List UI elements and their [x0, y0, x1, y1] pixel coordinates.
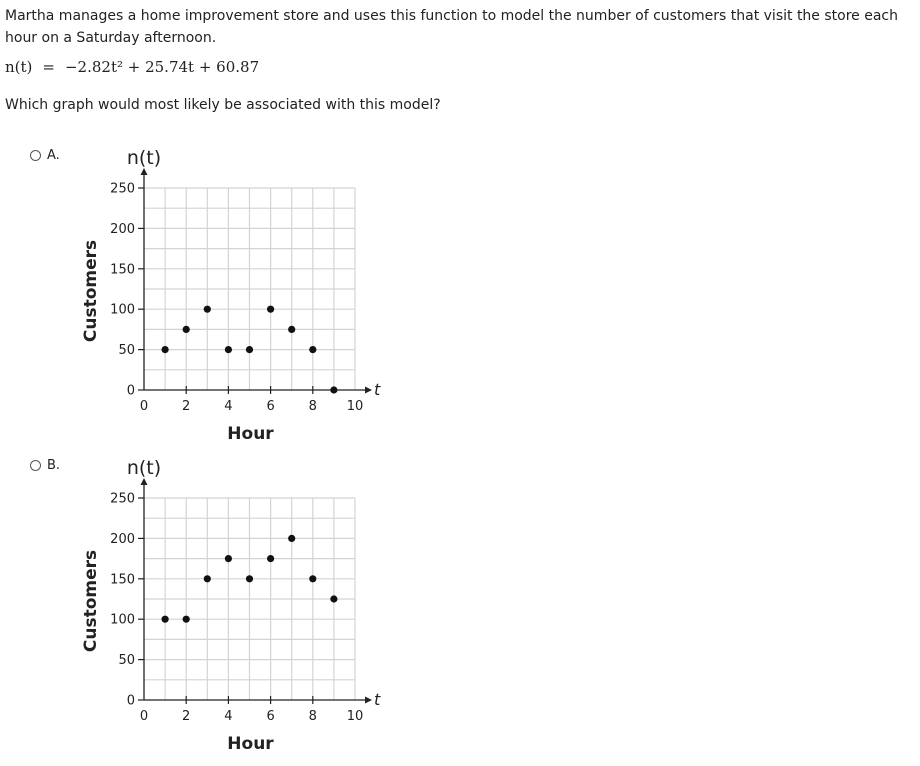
chart1-title: n(t) — [126, 457, 162, 479]
chart1-y-tick-label: 0 — [126, 693, 135, 709]
chart0-y-axis-arrow-icon — [141, 168, 148, 175]
chart1-data-point — [288, 535, 295, 542]
chart0-x-tick-label: 8 — [308, 399, 317, 414]
model-formula — [5, 58, 259, 76]
graph-a — [0, 140, 400, 449]
chart1-y-tick-label: 250 — [110, 491, 135, 507]
chart0-data-point — [330, 386, 337, 393]
chart0-y-tick-label: 50 — [118, 343, 135, 359]
chart1-data-point — [225, 555, 232, 562]
graph-b-svg — [0, 450, 400, 755]
question-prompt: Which graph would most likely be associated with this model? — [5, 97, 441, 113]
chart1-x-axis-label: Hour — [227, 734, 274, 754]
chart1-x-tick-label: 0 — [139, 709, 149, 724]
chart0-x-axis-arrow-icon — [365, 387, 372, 394]
chart0-y-axis-label: Customers — [81, 239, 101, 343]
chart1-x-tick-label: 2 — [182, 709, 191, 724]
chart0-y-tick-label: 150 — [110, 262, 135, 278]
chart0-data-point — [204, 306, 211, 313]
chart0-y-tick-label: 200 — [110, 221, 135, 237]
chart0-x-tick-label: 10 — [346, 399, 364, 414]
chart0-data-point — [309, 346, 316, 353]
chart1-y-tick-label: 50 — [118, 653, 135, 669]
chart1-y-tick-label: 200 — [110, 531, 135, 547]
question-text: Martha manages a home improvement store and uses this function to model the number of customers that visit the store each hour on a Saturday afternoon. — [5, 8, 898, 46]
chart1-data-point — [309, 575, 316, 582]
chart1-y-tick-label: 150 — [110, 572, 135, 588]
option-a-label: A. — [47, 148, 60, 163]
chart1-data-point — [267, 555, 274, 562]
chart0-x-tick-label: 2 — [182, 399, 191, 414]
chart0-data-point — [162, 346, 169, 353]
chart0-data-point — [288, 326, 295, 333]
chart0-data-point — [183, 326, 190, 333]
chart0-y-tick-label: 250 — [110, 181, 135, 197]
chart0-data-point — [246, 346, 253, 353]
formula-lhs: n(t) — [5, 58, 33, 76]
chart1-data-point — [330, 595, 337, 602]
graph-b — [0, 450, 400, 759]
chart1-data-point — [204, 575, 211, 582]
chart0-x-axis-label: Hour — [227, 424, 274, 444]
chart1-x-tick-label: 6 — [266, 709, 275, 724]
chart0-data-point — [225, 346, 232, 353]
chart0-title: n(t) — [126, 147, 162, 169]
chart0-data-point — [267, 306, 274, 313]
chart1-y-axis-label: Customers — [81, 549, 101, 653]
chart1-y-axis-arrow-icon — [141, 478, 148, 485]
option-b-label: B. — [47, 458, 61, 473]
chart1-x-axis-arrow-icon — [365, 697, 372, 704]
chart1-x-tick-label: 10 — [346, 709, 364, 724]
chart0-x-tick-label: 0 — [139, 399, 149, 414]
chart1-data-point — [183, 616, 190, 623]
graph-a-svg — [0, 140, 400, 445]
chart1-data-point — [162, 616, 169, 623]
chart0-x-tick-label: 6 — [266, 399, 275, 414]
chart0-x-axis-symbol: t — [374, 380, 381, 399]
chart0-x-tick-label: 4 — [224, 399, 233, 414]
chart0-y-tick-label: 0 — [126, 383, 135, 399]
chart1-x-axis-symbol: t — [374, 690, 381, 709]
chart1-data-point — [246, 575, 253, 582]
chart1-y-tick-label: 100 — [110, 612, 135, 628]
formula-equals: = — [42, 58, 55, 76]
chart0-y-tick-label: 100 — [110, 302, 135, 318]
formula-rhs: −2.82t² + 25.74t + 60.87 — [64, 58, 260, 76]
chart1-x-tick-label: 4 — [224, 709, 233, 724]
chart1-x-tick-label: 8 — [308, 709, 317, 724]
